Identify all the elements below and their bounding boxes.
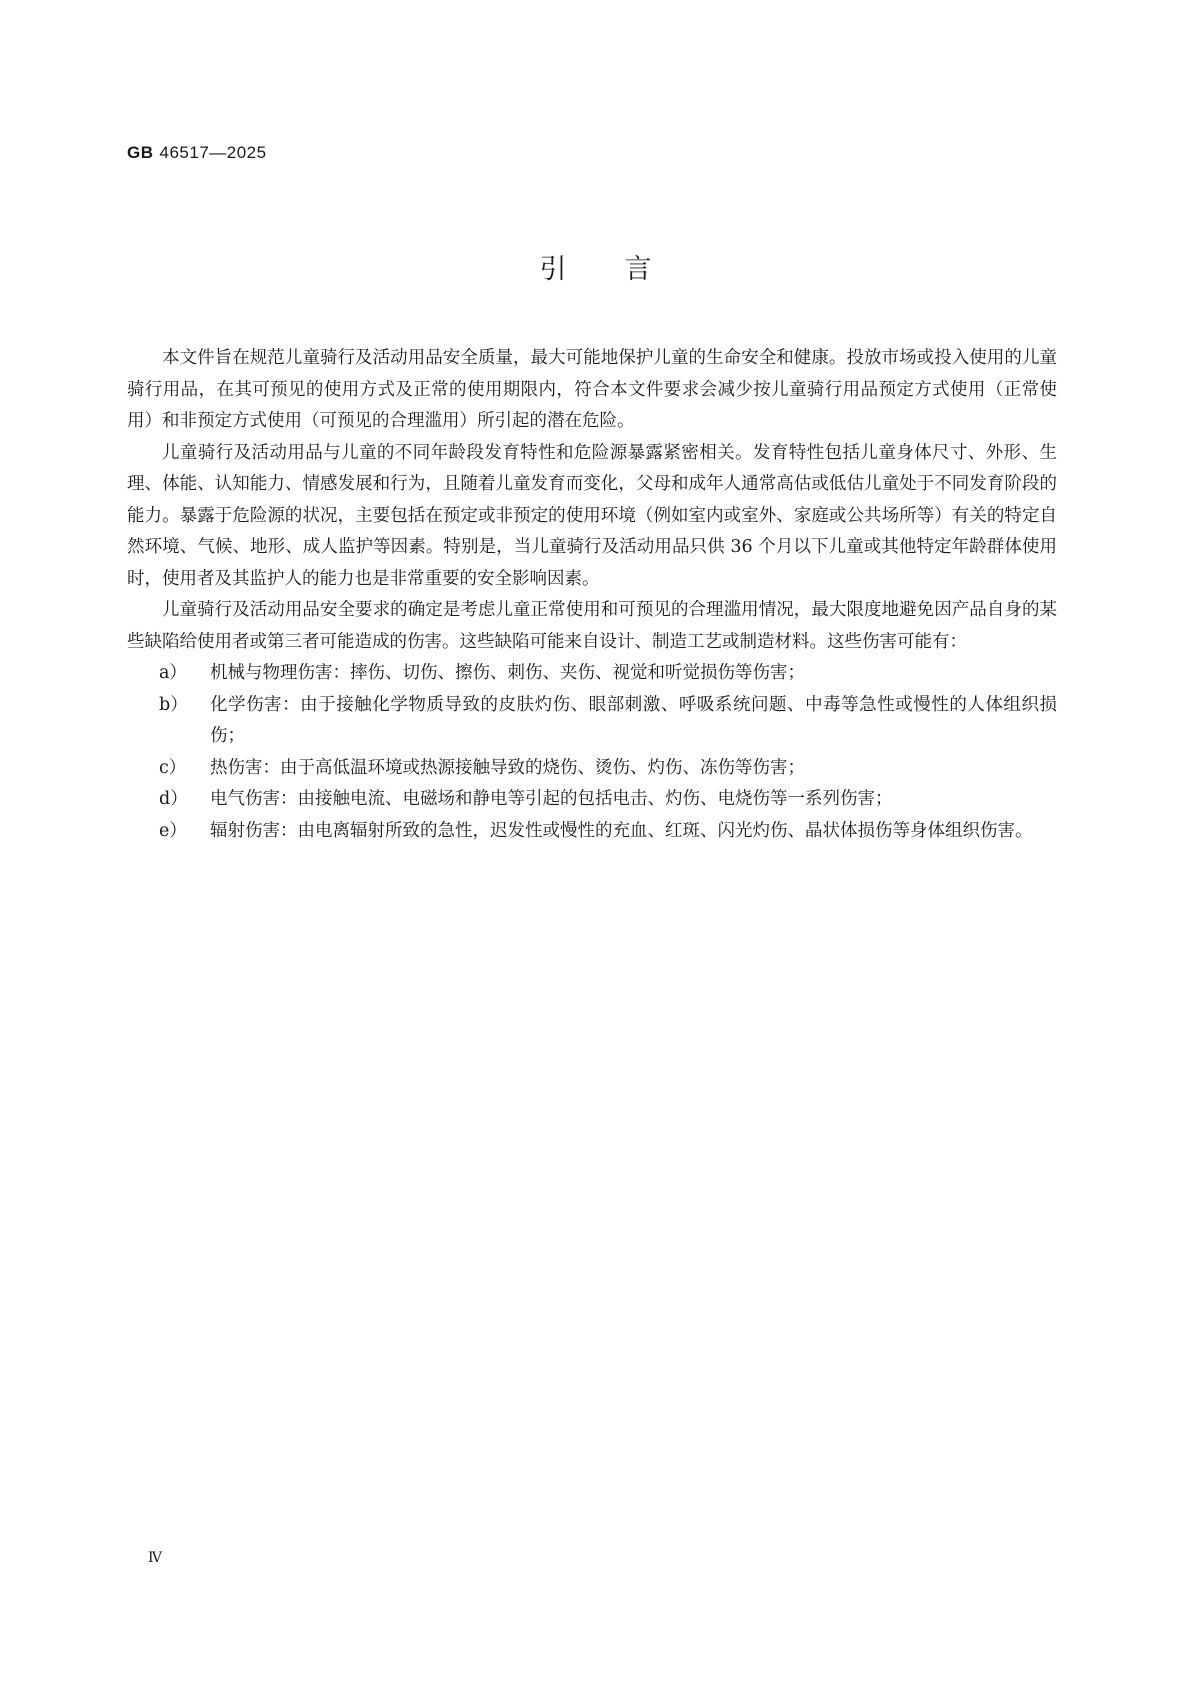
list-marker: c） bbox=[159, 757, 187, 778]
standard-prefix: GB bbox=[127, 143, 154, 162]
list-item bbox=[127, 658, 1057, 690]
standard-number: 46517—2025 bbox=[159, 143, 267, 162]
list-item bbox=[127, 816, 1057, 848]
list-item bbox=[127, 784, 1057, 816]
list-marker: e） bbox=[159, 820, 187, 841]
list-item-text: 机械与物理伤害：摔伤、切伤、擦伤、刺伤、夹伤、视觉和听觉损伤等伤害； bbox=[210, 663, 805, 683]
list-item-text: 电气伤害：由接触电流、电磁场和静电等引起的包括电击、灼伤、电烧伤等一系列伤害； bbox=[210, 789, 893, 809]
list-item bbox=[127, 690, 1057, 753]
list-item-text: 化学伤害：由于接触化学物质导致的皮肤灼伤、眼部刺激、呼吸系统问题、中毒等急性或慢性的人体组织损伤； bbox=[210, 694, 1057, 746]
page-title: 引言 bbox=[539, 254, 710, 285]
list-marker: b） bbox=[159, 694, 188, 715]
list-item-text: 热伤害：由于高低温环境或热源接触导致的烧伤、烫伤、灼伤、冻伤等伤害； bbox=[210, 757, 805, 778]
list-item-text: 辐射伤害：由电离辐射所致的急性，迟发性或慢性的充血、红斑、闪光灼伤、晶状体损伤等身体组织伤害。 bbox=[210, 820, 1033, 841]
page-number: Ⅳ bbox=[148, 1550, 162, 1566]
paragraph: 儿童骑行及活动用品与儿童的不同年龄段发育特性和危险源暴露紧密相关。发育特性包括儿童身体尺寸、外形、生理、体能、认知能力、情感发展和行为，且随着儿童发育而变化，父母和成年人通常高估或低估儿童处于不同发育阶段的能力。暴露于危险源的状况，主要包括在预定或非预定的使用环境（例如室内或室外、家庭或公共场所等）有关的特定自然环境、气候、地形、成人监护等因素。特别是，当儿童骑行及活动用品只供 36 个月以下儿童或其他特定年龄群体使用时，使用者及其监护人的能力也是非常重要的安全影响因素。 bbox=[127, 442, 1057, 589]
paragraph: 儿童骑行及活动用品安全要求的确定是考虑儿童正常使用和可预见的合理滥用情况，最大限度地避免因产品自身的某些缺陷给使用者或第三者可能造成的伤害。这些缺陷可能来自设计、制造工艺或制造材料。这些伤害可能有： bbox=[127, 600, 1057, 652]
list-marker: d） bbox=[159, 789, 188, 809]
paragraph: 本文件旨在规范儿童骑行及活动用品安全质量，最大可能地保护儿童的生命安全和健康。投放市场或投入使用的儿童骑行用品，在其可预见的使用方式及正常的使用期限内，符合本文件要求会减少按儿童骑行用品预定方式使用（正常使用）和非预定方式使用（可预见的合理滥用）所引起的潜在危险。 bbox=[127, 348, 1057, 431]
document-body bbox=[127, 343, 1057, 847]
hazard-list bbox=[127, 658, 1057, 847]
standard-code bbox=[127, 143, 267, 163]
list-item bbox=[127, 753, 1057, 785]
list-marker: a） bbox=[159, 663, 187, 683]
